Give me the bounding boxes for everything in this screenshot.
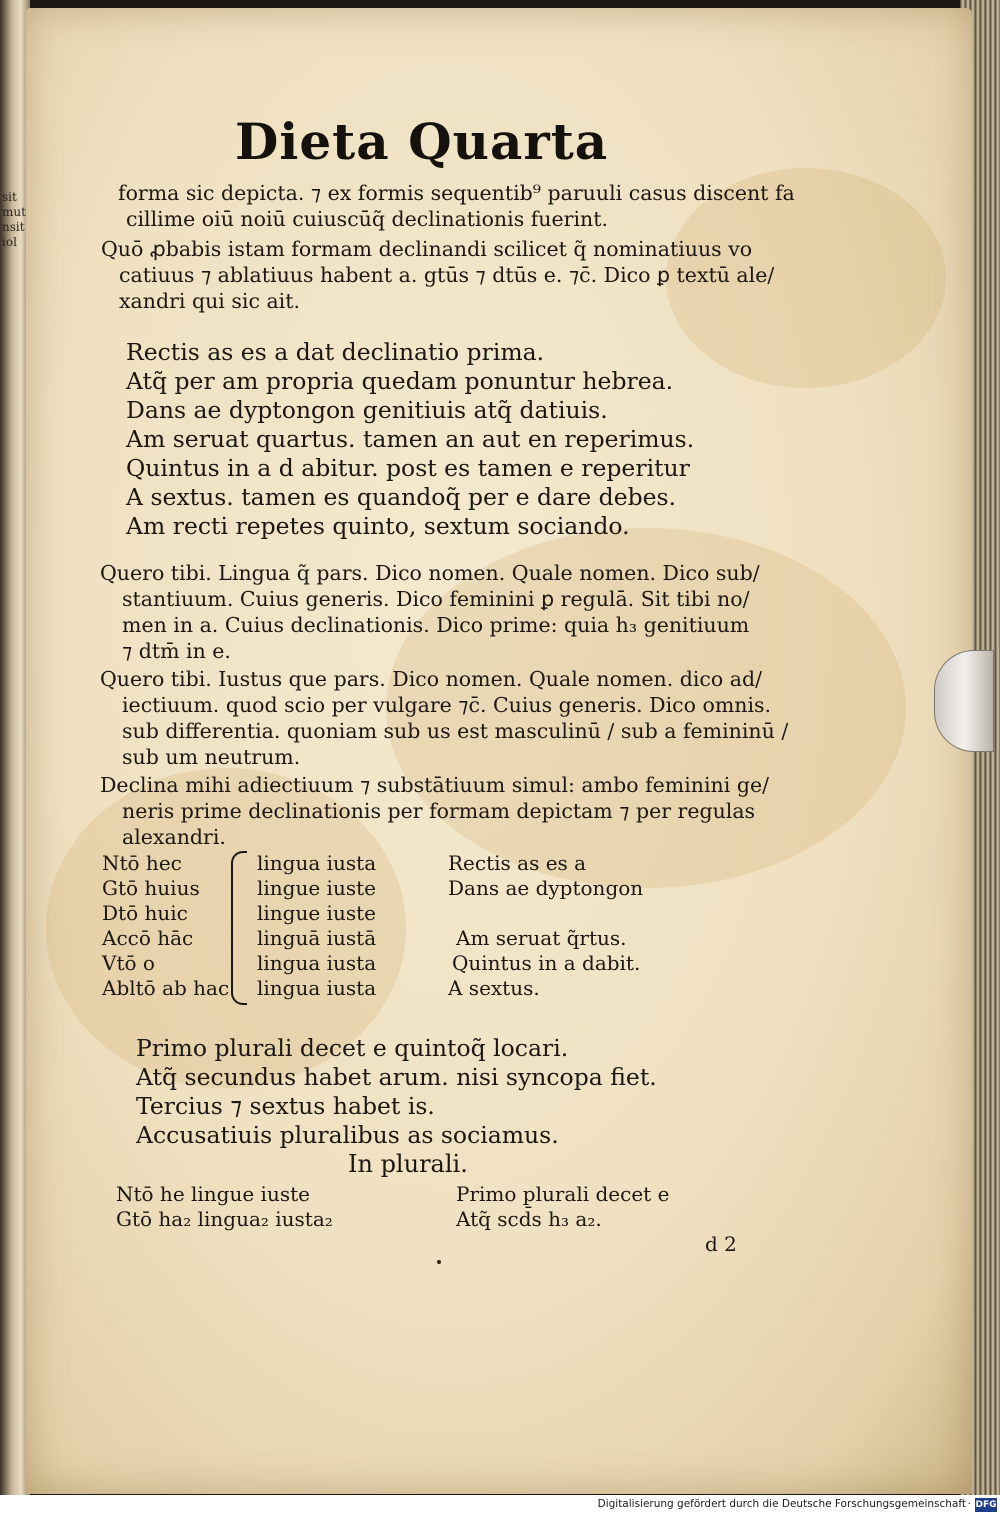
text-line: sub um neutrum. [122,745,301,769]
declined-form: lingue iuste [257,876,376,900]
declined-form: lingua iusta [257,951,377,975]
text-line: forma sic depicta. ⁊ ex formis sequentib⁹ paruuli casus discent fa [118,181,795,205]
plural-right-column [456,1182,669,1232]
case-label: Gtō huius [102,876,200,900]
verse-line: A sextus. tamen es quandoq̃ per e dare debes. [126,483,677,511]
singular-case-column [102,851,229,1001]
verse-line: Dans ae dyptongon genitiuis atq̃ datiuis. [126,396,608,424]
question-paragraph-4 [100,772,769,850]
verse-line: Rectis as es a dat declinatio prima. [126,338,545,366]
rule-excerpt [448,901,643,926]
intro-paragraph [118,180,795,232]
declined-form: lingue iuste [257,901,376,925]
footer-bar [0,1495,1000,1516]
dfg-logo-icon: DFG [975,1500,997,1510]
plural-line: Ntō he lingue iuste [116,1182,310,1206]
declined-form: lingua iusta [257,851,377,875]
ink-dot [437,1260,441,1264]
question-paragraph-1 [101,236,774,314]
plural-left-column [116,1182,333,1232]
plural-line: Primo plurali decet e [456,1182,670,1206]
verse-line: Quintus in a d abitur. post es tamen e reperitur [126,454,690,482]
verse-line: Tercius ⁊ sextus habet is. [136,1092,435,1120]
signature-mark: d 2 [705,1232,737,1256]
text-line: xandri qui sic ait. [119,289,300,313]
page-title: Dieta Quarta [235,112,609,171]
text-line: iectiuum. quod scio per vulgare ⁊c̄. Cuius generis. Dico omnis. [122,693,772,717]
case-label: Vtō o [102,951,155,975]
rule-excerpt: A sextus. [448,976,540,1000]
text-line: cillime oiū noiū cuiuscūq̃ declinationis fuerint. [126,207,608,231]
text-line: neris prime declinationis per formam depictam ⁊ per regulas [122,799,756,823]
verse-line: Atq̃ secundus habet arum. nisi syncopa fiet. [136,1063,657,1091]
previous-page-text: sit mut nsit iol [2,190,26,249]
plural-line: Gtō ha₂ lingua₂ iusta₂ [116,1207,333,1231]
text-line: men in a. Cuius declinationis. Dico prime: quia h₃ genitiuum [122,613,750,637]
page-clip [934,650,994,752]
question-paragraph-2 [100,560,760,664]
text-line: sub differentia. quoniam sub us est masculinū / sub a femininū / [122,719,789,743]
case-label: Accō hāc [102,926,194,950]
verse-line: Primo plurali decet e quintoq̃ locari. [136,1034,569,1062]
footer-credit: Digitalisierung gefördert durch die Deutsche Forschungsgemeinschaft [597,1498,966,1510]
text-line: Declina mihi adiectiuum ⁊ substātiuum simul: ambo feminini ge/ [100,773,769,797]
rule-excerpt: Quintus in a dabit. [452,951,641,975]
text-line: Quō ꝓbabis istam formam declinandi scilicet q̃ nominatiuus vo [101,237,753,261]
verse-line: Am recti repetes quinto, sextum sociando. [126,512,630,540]
rule-excerpt: Rectis as es a [448,851,587,875]
verse-line: Atq̃ per am propria quedam ponuntur hebrea. [126,367,674,395]
text-line: catiuus ⁊ ablatiuus habent a. gtūs ⁊ dtūs e. ⁊c̄. Dico ꝑ textū ale/ [119,263,775,287]
verse-line: Accusatiuis pluralibus as sociamus. [136,1121,559,1149]
rule-excerpt: Dans ae dyptongon [448,876,644,900]
verse-block-2 [136,1034,657,1150]
plural-line: Atq̃ scd̄s h₃ a₂. [456,1207,602,1231]
verse-line: Am seruat quartus. tamen an aut en reperimus. [126,425,695,453]
footer-separator: · [967,1498,971,1510]
verse-block-1 [126,338,694,541]
brace [231,851,247,1005]
text-line: alexandri. [122,825,226,849]
case-label: Abltō ab hac [102,976,230,1000]
text-line: Quero tibi. Lingua q̃ pars. Dico nomen. Quale nomen. Dico sub/ [100,561,760,585]
question-paragraph-3 [100,666,788,770]
singular-form-column [257,851,376,1001]
singular-rule-column [448,851,643,1001]
rule-excerpt: Am seruat q̃rtus. [456,926,627,950]
case-label: Ntō hec [102,851,182,875]
declined-form: linguā iustā [257,926,377,950]
plural-heading: In plurali. [348,1150,468,1178]
declined-form: lingua iusta [257,976,377,1000]
text-line: ⁊ dtm̄ in e. [122,639,231,663]
text-line: Quero tibi. Iustus que pars. Dico nomen. Quale nomen. dico ad/ [100,667,763,691]
case-label: Dtō huic [102,901,188,925]
text-line: stantiuum. Cuius generis. Dico feminini ꝑ regulā. Sit tibi no/ [122,587,750,611]
